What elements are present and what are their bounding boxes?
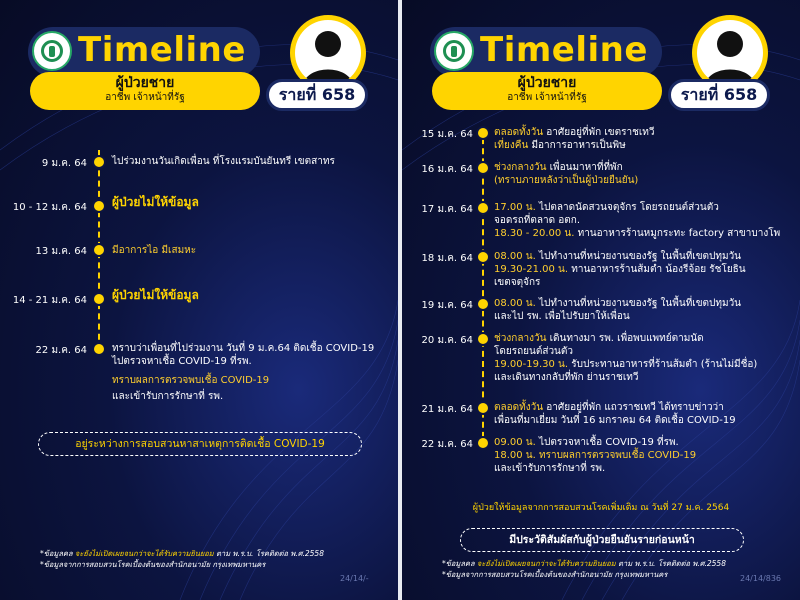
event-date: 14 - 21 ม.ค. 64: [12, 295, 87, 306]
event-text: ตลอดทั้งวัน อาศัยอยู่ที่พัก เขตราชเทวี เที่ยงคืน มีอาการอาหารเป็นพิษ: [494, 127, 655, 151]
patient-occupation: อาชีพ เจ้าหน้าที่รัฐ: [105, 92, 185, 103]
event-date: 22 ม.ค. 64: [35, 345, 87, 356]
event-text: 08.00 น. ไปทำงานที่หน่วยงานของรัฐ ในพื้นที่เขตปทุมวัน และไป รพ. เพื่อไปรับยาให้เพื่อน: [494, 298, 742, 322]
footnote: *ข้อมูลคล จะยังไม่เปิดเผยจนกว่าจะได้รับความยินยอม ตาม พ.ร.บ. โรคติดต่อ พ.ศ.2558 *ข้อมูลจากการสอบสวนโรคเบื้องต้นของสำนักอนามัย กรุงเทพมหานคร: [40, 549, 324, 569]
title-pill: [430, 27, 662, 77]
event-text: ช่วงกลางวัน เดินทางมา รพ. เพื่อพบแพทย์ตามนัด โดยรถยนต์ส่วนตัว 19.00-19.30 น. รับประทานอาหารที่ร้านส้มตำ (ร้านไม่มีชื่อ) และเดินทางกลับที่พัก ย่านราชเทวี: [494, 333, 758, 383]
footnote: *ข้อมูลคล จะยังไม่เปิดเผยจนกว่าจะได้รับความยินยอม ตาม พ.ร.บ. โรคติดต่อ พ.ศ.2558 *ข้อมูลจากการสอบสวนโรคเบื้องต้นของสำนักอนามัย กรุงเทพมหานคร: [442, 559, 726, 579]
timeline-dot: [478, 334, 488, 344]
title-pill: [28, 27, 260, 77]
timeline-dot: [478, 163, 488, 173]
person-silhouette-icon: [697, 20, 763, 86]
event-date: 21 ม.ค. 64: [421, 404, 473, 415]
timeline-panel-left: [0, 0, 398, 600]
timeline-dot: [478, 203, 488, 213]
event-text: 08.00 น. ไปทำงานที่หน่วยงานของรัฐ ในพื้นที่เขตปทุมวัน 19.30-21.00 น. ทานอาหารร้านส้มตำ น้องรีจ้อย รัชโยธิน เขตจตุจักร: [494, 251, 746, 288]
event-text-no-info: ผู้ป่วยไม่ให้ข้อมูล: [112, 195, 199, 209]
timeline-dot: [94, 157, 104, 167]
event-date: 18 ม.ค. 64: [421, 253, 473, 264]
timeline-dot: [478, 438, 488, 448]
timeline-panel-right: [402, 0, 800, 600]
bma-logo-icon: [434, 31, 474, 71]
contact-history-box: มีประวัติสัมผัสกับผู้ป่วยยืนยันรายก่อนหน้า: [460, 528, 744, 552]
event-text: 17.00 น. ไปตลาดนัดสวนจตุจักร โดยรถยนต์ส่วนตัว จอดรถที่ตลาด อตก. 18.30 - 20.00 น. ทานอาหารร้านหมูกระทะ factory สาขาบางโพ: [494, 202, 781, 239]
timeline-dot: [94, 201, 104, 211]
event-date: 17 ม.ค. 64: [421, 204, 473, 215]
document-code: 24/14/836: [740, 574, 782, 583]
timeline-line: [482, 128, 484, 448]
timeline-dot: [478, 252, 488, 262]
document-code: 24/14/-: [340, 574, 369, 583]
event-text: 09.00 น. ไปตรวจหาเชื้อ COVID-19 ที่รพ. 18.00 น. ทราบผลการตรวจพบเชื้อ COVID-19 และเข้ารับการรักษาที่ รพ.: [494, 437, 697, 474]
event-text: ตลอดทั้งวัน อาศัยอยู่ที่พัก แถวราชเทวี ได้ทราบข่าวว่า เพื่อนที่มาเยี่ยม วันที่ 16 มกราคม 64 ติดเชื้อ COVID-19: [494, 402, 736, 426]
page-title: Timeline: [78, 30, 246, 70]
patient-gender: ผู้ป่วยชาย: [517, 75, 577, 91]
person-silhouette-icon: [295, 20, 361, 86]
patient-info-band: [30, 72, 260, 110]
investigation-status-box: อยู่ระหว่างการสอบสวนหาสาเหตุการติดเชื้อ COVID-19: [38, 432, 362, 456]
case-number-badge: รายที่ 658: [266, 79, 368, 111]
case-number-badge: รายที่ 658: [668, 79, 770, 111]
timeline-dot: [478, 299, 488, 309]
timeline-dot: [478, 403, 488, 413]
event-text: ไปร่วมงานวันเกิดเพื่อน ที่โรงแรมบันยันทรี เขตสาทร: [112, 156, 335, 167]
event-date: 9 ม.ค. 64: [41, 158, 87, 169]
event-text-no-info: ผู้ป่วยไม่ให้ข้อมูล: [112, 288, 199, 302]
patient-info-band: [432, 72, 662, 110]
event-date: 15 ม.ค. 64: [421, 129, 473, 140]
timeline-dot: [478, 128, 488, 138]
timeline-dot: [94, 294, 104, 304]
page-title: Timeline: [480, 30, 648, 70]
event-text: ทราบว่าเพื่อนที่ไปร่วมงาน วันที่ 9 ม.ค.64 ติดเชื้อ COVID-19 ไปตรวจหาเชื้อ COVID-19 ที่รพ. ทราบผลการตรวจพบเชื้อ COVID-19 และเข้ารับการรักษาที่ รพ.: [112, 343, 375, 402]
event-date: 20 ม.ค. 64: [421, 335, 473, 346]
patient-gender: ผู้ป่วยชาย: [115, 75, 175, 91]
event-text: ช่วงกลางวัน เพื่อนมาหาที่ที่พัก (ทราบภายหลังว่าเป็นผู้ป่วยยืนยัน): [494, 162, 639, 186]
event-date: 22 ม.ค. 64: [421, 439, 473, 450]
event-text-symptom: มีอาการไอ มีเสมหะ: [112, 245, 197, 256]
patient-occupation: อาชีพ เจ้าหน้าที่รัฐ: [507, 92, 587, 103]
event-date: 10 - 12 ม.ค. 64: [12, 202, 87, 213]
event-date: 16 ม.ค. 64: [421, 164, 473, 175]
timeline-dot: [94, 344, 104, 354]
event-date: 13 ม.ค. 64: [35, 246, 87, 257]
timeline-dot: [94, 245, 104, 255]
bma-logo-icon: [32, 31, 72, 71]
event-date: 19 ม.ค. 64: [421, 300, 473, 311]
additional-info-note: ผู้ป่วยให้ข้อมูลจากการสอบสวนโรคเพิ่มเติม ณ วันที่ 27 ม.ค. 2564: [472, 503, 730, 513]
